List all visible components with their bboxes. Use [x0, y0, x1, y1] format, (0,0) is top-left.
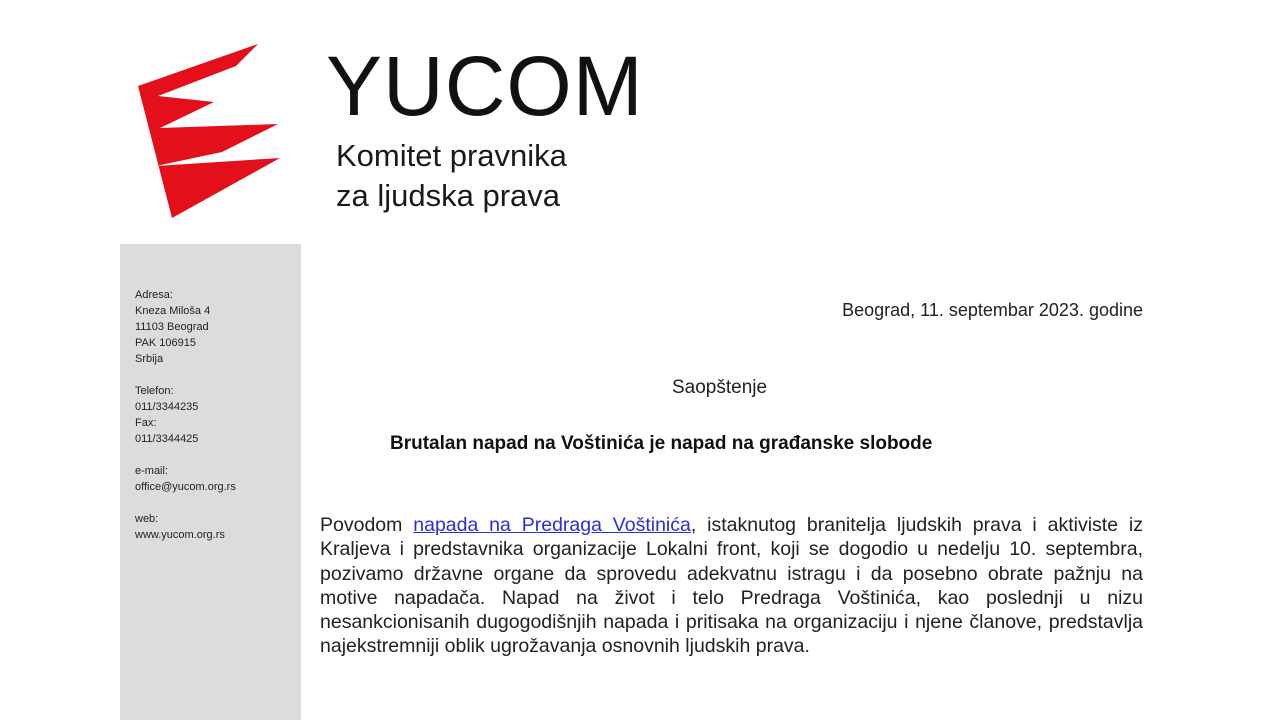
phone-number: 011/3344235: [135, 401, 199, 413]
article-link[interactable]: napada na Predraga Voštinića: [413, 514, 691, 536]
document-date: Beograd, 11. septembar 2023. godine: [842, 300, 1143, 320]
body-rest: , istaknutog branitelja ljudskih prava i aktiviste iz Kraljeva i predstavnika organizacije Lokalni front, koji se dogodio u nedelju 10. septembra, pozivamo državne organe da sprovedu adekvatnu istragu i da posebno obrate pažnju na motive napadača. Napad na život i telo Predraga Voštinića, kao poslednji u nizu nesankcionisanih dugogodišnjih napada i pritisaka na organizaciju i njene članove, predstavlja najekstremniji oblik ugrožavanja osnovnih ljudskih prava.: [320, 514, 1143, 658]
email-label: e-mail:: [135, 465, 169, 477]
press-release-headline: Brutalan napad na Voštinića je napad na građanske slobode: [390, 433, 933, 454]
address-pak: PAK 106915: [135, 337, 196, 349]
tagline-line-1: Komitet pravnika: [336, 138, 567, 173]
brand-name: YUCOM: [326, 39, 644, 133]
fax-label: Fax:: [135, 417, 157, 429]
web-label: web:: [135, 513, 159, 525]
fax-number: 011/3344425: [135, 433, 199, 445]
address-street: Kneza Miloša 4: [135, 305, 211, 317]
tagline-line-2: za ljudska prava: [336, 178, 561, 213]
yucom-logo-icon: [130, 40, 290, 220]
body-intro: Povodom: [320, 514, 414, 536]
web-address[interactable]: www.yucom.org.rs: [135, 529, 225, 541]
document-type: Saopštenje: [672, 377, 768, 398]
body-paragraph: [320, 513, 1143, 659]
address-city: 11103 Beograd: [135, 321, 209, 333]
email-address[interactable]: office@yucom.org.rs: [135, 481, 236, 493]
organization-tagline: [336, 136, 567, 216]
contact-info: [135, 287, 236, 543]
phone-label: Telefon:: [135, 385, 174, 397]
address-label: Adresa:: [135, 289, 173, 301]
address-country: Srbija: [135, 353, 164, 365]
